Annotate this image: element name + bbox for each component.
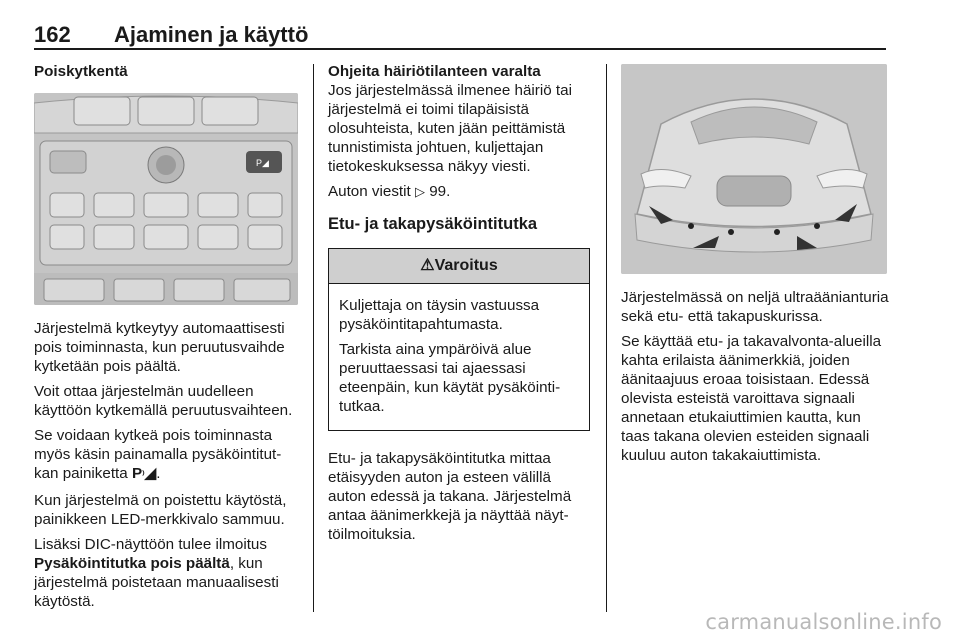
warning-box (328, 248, 590, 431)
paragraph: Se käyttää etu- ja takavalvonta-alueilla kahta erilaista äänimerkkiä, joiden äänitaajuus eroaa toisistaan. Edessä olevista esteistä varoittava signaali annetaan etukaiuttimien kautta, kun taas takana olevien esteiden signaali kuuluu auton takakaiuttimista. (621, 333, 882, 464)
paragraph-text: Se voidaan kytkeä pois toiminnasta myös käsin painamalla pysäköintitutkan painiketta (34, 427, 282, 482)
page-header (34, 18, 884, 52)
watermark: carmanualsonline.info (705, 610, 942, 634)
paragraph: Kun järjestelmä on poistettu käytöstä, painikkeen LED-merkkivalo sammuu. (34, 492, 287, 528)
console-illustration (34, 93, 298, 305)
warning-icon: ⚠ (420, 257, 435, 274)
paragraph (328, 182, 590, 201)
warning-title: Varoitus (434, 257, 498, 274)
paragraph: Jos järjestelmässä ilmenee häiriö tai järjestelmä ei toimi tilapäisistä olosuhteista, kuten jään peittämistä tunnistimista johtuen, kuljettajan tietokeskuksessa näkyy viesti. (328, 82, 572, 175)
paragraph-text: Auton viestit (328, 183, 411, 200)
section-heading-hairiotilanne: Ohjeita häiriötilanteen varalta (328, 63, 541, 80)
column-divider-2 (606, 64, 607, 612)
column-right (621, 62, 889, 471)
paragraph (34, 535, 300, 611)
parking-button-symbol: P⁾◢ (131, 465, 157, 482)
paragraph: Se voidaan kytkeä pois toiminnasta myös käsin painamalla pysäköintitutkan painiketta P⁾◢. (34, 427, 282, 482)
page-number: 162 (34, 22, 71, 47)
page-reference-arrow-icon: ▷ (414, 184, 425, 199)
car-sensor-illustration (621, 64, 887, 274)
section-heading-poiskytkenta: Poiskytkentä (34, 63, 128, 80)
warning-header (329, 249, 589, 284)
header-rule (34, 48, 886, 50)
paragraph: Etu- ja takapysäköintitutka mittaa etäisyyden auton ja esteen välillä auton edessä ja takana. Järjestelmä antaa äänimerkkejä ja näyttää näyttöilmoituksia. (328, 450, 572, 543)
paragraph: Järjestelmä kytkeytyy automaattisesti pois toiminnasta, kun peruutusvaihde kytketään pois päältä. (34, 320, 285, 375)
svg-text:P◢: P◢ (256, 158, 269, 168)
paragraph: Voit ottaa järjestelmän uudelleen käyttöön kytkemällä peruutusvaihteen. (34, 383, 293, 419)
section-heading-pysakointitutka: Etu- ja takapysäköintitutka (328, 215, 538, 233)
column-middle (328, 62, 590, 550)
page-title: Ajaminen ja käyttö (114, 22, 309, 47)
paragraph-text: Lisäksi DIC-näyttöön tulee ilmoitus (34, 536, 267, 553)
warning-text: Tarkista aina ympäröivä alue peruuttaessasi tai ajaessasi eteenpäin, kun käytät pysäköintitutkaa. (339, 341, 561, 415)
page-reference[interactable]: 99. (429, 183, 451, 200)
column-divider-1 (313, 64, 314, 612)
warning-body (329, 284, 589, 430)
dic-message: Pysäköintitutka pois päältä (34, 555, 230, 572)
warning-text: Kuljettaja on täysin vastuussa pysäköintitapahtumasta. (339, 297, 540, 333)
column-left (34, 62, 300, 617)
paragraph: Järjestelmässä on neljä ultraäänianturia sekä etu- että takapuskurissa. (621, 289, 889, 325)
paragraph-text: , kun järjestelmä poistetaan manuaalisesti käytöstä. (34, 555, 279, 610)
